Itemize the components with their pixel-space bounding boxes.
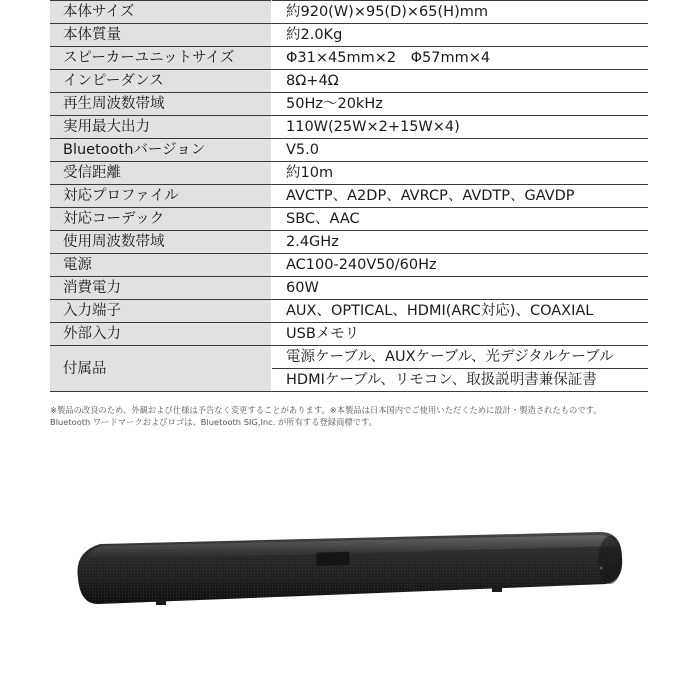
spec-label: 再生周波数帯域 [50,93,272,116]
spec-value: 110W(25W×2+15W×4) [272,116,649,139]
spec-label: 本体サイズ [50,1,272,24]
spec-row [50,254,648,277]
spec-row [50,231,648,254]
spec-row [50,139,648,162]
spec-label: 受信距離 [50,162,272,185]
spec-value: 電源ケーブル、AUXケーブル、光デジタルケーブル [286,349,614,365]
spec-value: 2.4GHz [272,231,649,254]
spec-value: HDMIケーブル、リモコン、取扱説明書兼保証書 [272,368,648,391]
spec-value: USBメモリ [272,323,649,346]
spec-label: 本体質量 [50,24,272,47]
spec-row [50,208,648,231]
spec-row [50,1,648,24]
spec-value: 60W [272,277,649,300]
soundbar-foot-left [156,599,166,605]
spec-label: 消費電力 [50,277,272,300]
spec-value: 約2.0Kg [272,24,649,47]
soundbar-led [600,567,603,570]
spec-row [50,24,648,47]
spec-row [50,93,648,116]
spec-row [50,162,648,185]
spec-table [50,0,648,392]
soundbar-display-panel [316,552,350,567]
spec-value: Φ31×45mm×2 Φ57mm×4 [272,47,649,70]
spec-label: 入力端子 [50,300,272,323]
spec-row [50,346,648,392]
footnotes [50,404,670,428]
spec-label: 外部入力 [50,323,272,346]
spec-row [50,277,648,300]
spec-table-body [50,1,648,392]
spec-label: 実用最大出力 [50,116,272,139]
spec-label: 使用周波数帯域 [50,231,272,254]
spec-label: 付属品 [50,346,272,392]
spec-label: 対応プロファイル [50,185,272,208]
spec-value: 8Ω+4Ω [272,70,649,93]
spec-row [50,300,648,323]
spec-row [50,70,648,93]
spec-value: 約920(W)×95(D)×65(H)mm [272,1,649,24]
spec-value: 約10m [272,162,649,185]
spec-label: Bluetoothバージョン [50,139,272,162]
spec-row [50,185,648,208]
footnote-trademark: Bluetooth ワードマークおよびロゴは、Bluetooth SIG,Inc. が所有する登録商標です。 [50,417,377,427]
spec-row [50,323,648,346]
spec-row [50,47,648,70]
spec-label: 対応コーデック [50,208,272,231]
soundbar-foot-right [492,586,502,592]
spec-value-cell [272,346,649,392]
spec-value: 50Hz〜20kHz [272,93,649,116]
soundbar-product-image [70,520,630,630]
footnote-disclaimer: ※製品の改良のため、外観および仕様は予告なく変更することがあります。※本製品は日本国内でご使用いただくために設計・製造されたものです。 [50,405,602,415]
spec-value: AUX、OPTICAL、HDMI(ARC対応)、COAXIAL [272,300,649,323]
spec-value: V5.0 [272,139,649,162]
spec-label: スピーカーユニットサイズ [50,47,272,70]
spec-value: SBC、AAC [272,208,649,231]
soundbar-endcap [598,536,622,584]
spec-row [50,116,648,139]
spec-label: インピーダンス [50,70,272,93]
spec-label: 電源 [50,254,272,277]
spec-value: AVCTP、A2DP、AVRCP、AVDTP、GAVDP [272,185,649,208]
spec-value: AC100-240V50/60Hz [272,254,649,277]
